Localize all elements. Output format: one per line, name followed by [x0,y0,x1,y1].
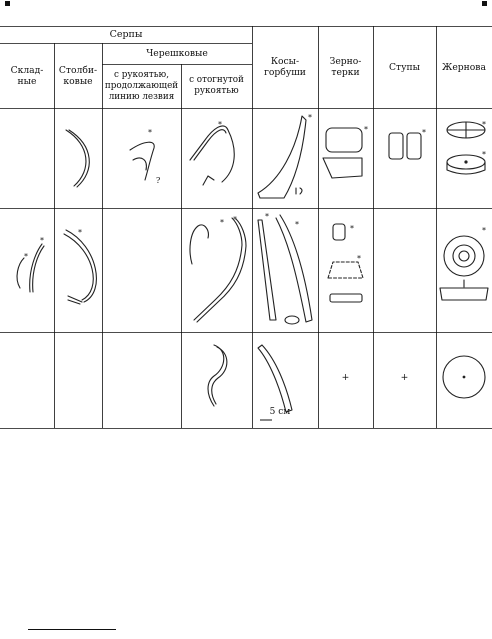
header-kosy: Косы- горбуши [264,56,306,78]
asterisk: * [308,113,312,122]
plus-stupy: + [400,371,409,383]
asterisk: * [24,252,28,261]
asterisk: * [350,224,354,233]
asterisk: * [364,125,368,134]
header-zhernova: Жернова [442,61,486,73]
header-handle-continuing: с рукоятью, продолжающей линию лезвия [104,69,179,102]
asterisk: * [482,150,486,159]
header-stolbikovye: Столби- ковые [58,64,98,87]
footnote-rule [28,629,116,630]
asterisk: * [482,120,486,129]
header-stupy: Ступы [389,61,420,73]
plus-zernoterki: + [341,371,350,383]
header-zernoterki: Зерно- терки [329,56,362,78]
header-chereshkovye: Черешковые [146,48,208,59]
header-handle-bent: с отогнутой рукоятью [189,75,244,96]
asterisk: * [220,218,224,227]
scale-label: 5 см [269,406,291,417]
header-serpy: Серпы [109,29,143,40]
asterisk: * [295,220,299,229]
asterisk: * [218,120,222,129]
asterisk: * [482,226,486,235]
header-skladnye: Склад- ные [10,64,44,87]
asterisk: * [357,254,361,263]
asterisk: * [148,128,152,137]
asterisk: * [78,228,82,237]
asterisk: * [233,215,237,224]
asterisk: * [422,128,426,137]
asterisk: * [40,236,44,245]
question-mark: ? [156,176,161,185]
asterisk: * [265,212,269,221]
